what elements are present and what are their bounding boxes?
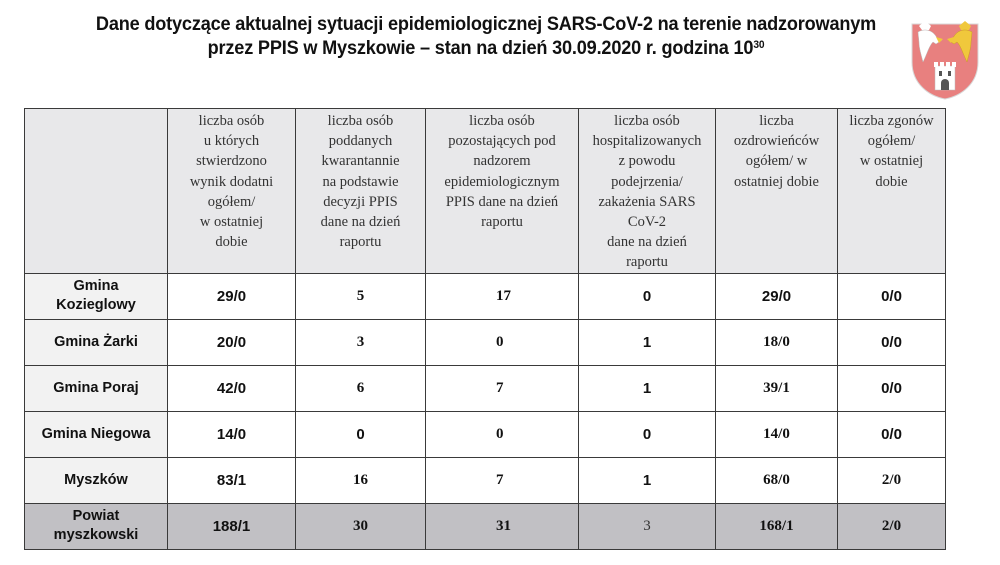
epidemiological-data-table: [24, 108, 946, 550]
header-text-line: liczba: [759, 113, 794, 129]
header-text-line: liczba osób: [469, 113, 535, 129]
header-text-line: na podstawie: [322, 173, 399, 190]
cell-deaths: 0/0: [838, 411, 946, 457]
cell-region-name: [25, 319, 168, 365]
header-text-line: dobie: [215, 234, 248, 251]
header-text-line: hospitalizowanych: [592, 133, 702, 150]
header-text-line: u których: [203, 133, 260, 150]
region-name-line: Gmina Żarki: [54, 333, 138, 350]
table-body: [25, 273, 946, 549]
cell-deaths: 2/0: [838, 503, 946, 549]
header-text-line: ogółem/: [207, 193, 256, 210]
cell-recovered: 168/1: [716, 503, 838, 549]
cell-quarantine: 16: [296, 457, 426, 503]
header-text-line: liczba zgonów: [849, 113, 934, 129]
title-time-minutes: 30: [753, 39, 765, 51]
region-name-line: Powiat: [72, 508, 120, 525]
cell-quarantine: 6: [296, 365, 426, 411]
cell-region-name: [25, 503, 168, 549]
header-text-line: ogółem/: [867, 133, 916, 150]
header-text-line: dane na dzień: [607, 234, 687, 251]
cell-positive: 29/0: [168, 273, 296, 319]
header-text-line: ozdrowieńców: [733, 133, 820, 150]
table-row: [25, 411, 946, 457]
cell-hospitalized: 0: [579, 411, 716, 457]
header-quarantine: [296, 109, 426, 274]
header-text-line: ogółem/ w: [745, 153, 808, 170]
title-line-2-text: przez PPIS w Myszkowie – stan na dzień 30.09.2020 r. godzina 10: [207, 37, 754, 59]
header-recovered: [716, 109, 838, 274]
header-text-line: podejrzenia/: [611, 173, 683, 190]
cell-deaths: 2/0: [838, 457, 946, 503]
cell-hospitalized: 1: [579, 365, 716, 411]
header-text-line: liczba osób: [614, 113, 680, 129]
cell-supervision: 7: [426, 457, 579, 503]
cell-positive: 14/0: [168, 411, 296, 457]
tower-icon: [934, 62, 956, 90]
cell-deaths: 0/0: [838, 319, 946, 365]
table-row: [25, 365, 946, 411]
title-line-2: [34, 36, 938, 60]
header-text-line: decyzji PPIS: [323, 193, 398, 210]
header-text-line: z powodu: [618, 153, 676, 170]
header-text-line: raportu: [626, 254, 668, 271]
cell-recovered: 68/0: [716, 457, 838, 503]
cell-supervision: 0: [426, 319, 579, 365]
cell-deaths: 0/0: [838, 273, 946, 319]
cell-quarantine: 0: [296, 411, 426, 457]
header-supervision: [426, 109, 579, 274]
header-text-line: liczba osób: [327, 113, 394, 129]
cell-region-name: [25, 365, 168, 411]
cell-hospitalized: 1: [579, 457, 716, 503]
coat-of-arms-icon: [909, 18, 981, 100]
cell-supervision: 0: [426, 411, 579, 457]
header-text-line: ostatniej dobie: [734, 173, 819, 190]
cell-recovered: 14/0: [716, 411, 838, 457]
cell-positive: 188/1: [168, 503, 296, 549]
header-hospitalized: [579, 109, 716, 274]
cell-supervision: 31: [426, 503, 579, 549]
table-row: [25, 319, 946, 365]
cell-positive: 83/1: [168, 457, 296, 503]
header-text-line: dane na dzień: [320, 214, 401, 231]
header-region: [25, 109, 168, 274]
header-positive: [168, 109, 296, 274]
cell-quarantine: 5: [296, 273, 426, 319]
header-text-line: nadzorem: [473, 153, 531, 170]
header-text-line: CoV-2: [627, 214, 667, 231]
region-name-line: Myszków: [64, 471, 128, 488]
cell-quarantine: 30: [296, 503, 426, 549]
header-text-line: epidemiologicznym: [444, 173, 560, 190]
cell-positive: 20/0: [168, 319, 296, 365]
cell-hospitalized: 3: [579, 503, 716, 549]
header-text-line: raportu: [481, 214, 523, 231]
page-title: [34, 12, 938, 60]
header-deaths: [838, 109, 946, 274]
header-text-line: PPIS dane na dzień: [445, 193, 559, 210]
header-text-line: w ostatniej: [199, 214, 264, 231]
cell-recovered: 39/1: [716, 365, 838, 411]
cell-supervision: 17: [426, 273, 579, 319]
region-name-line: Gmina Niegowa: [41, 425, 151, 442]
header-text-line: pozostających pod: [448, 133, 556, 150]
cell-recovered: 29/0: [716, 273, 838, 319]
table-header-row: [25, 109, 946, 274]
cell-region-name: [25, 273, 168, 319]
cell-quarantine: 3: [296, 319, 426, 365]
region-name-line: Gmina Poraj: [53, 379, 139, 396]
header-text-line: w ostatniej: [859, 153, 924, 170]
cell-recovered: 18/0: [716, 319, 838, 365]
cell-region-name: [25, 457, 168, 503]
header-text-line: wynik dodatni: [189, 173, 274, 190]
cell-hospitalized: 1: [579, 319, 716, 365]
cell-region-name: [25, 411, 168, 457]
header-text-line: kwarantannie: [321, 153, 400, 170]
header-text-line: raportu: [339, 234, 382, 251]
header-text-line: stwierdzono: [196, 153, 267, 170]
cell-positive: 42/0: [168, 365, 296, 411]
header-text-line: zakażenia SARS: [598, 193, 696, 210]
table-total-row: [25, 503, 946, 549]
header-text-line: poddanych: [328, 133, 393, 150]
region-name-line: Kozieglowy: [56, 297, 136, 314]
cell-hospitalized: 0: [579, 273, 716, 319]
header-text-line: dobie: [875, 173, 908, 190]
title-line-1: Dane dotyczące aktualnej sytuacji epidemiologicznej SARS-CoV-2 na terenie nadzorowanym: [95, 13, 877, 35]
region-name-line: myszkowski: [53, 527, 139, 544]
cell-deaths: 0/0: [838, 365, 946, 411]
table-row: [25, 457, 946, 503]
header-text-line: liczba osób: [198, 113, 265, 129]
table-row: [25, 273, 946, 319]
region-name-line: Gmina: [73, 278, 119, 295]
cell-supervision: 7: [426, 365, 579, 411]
